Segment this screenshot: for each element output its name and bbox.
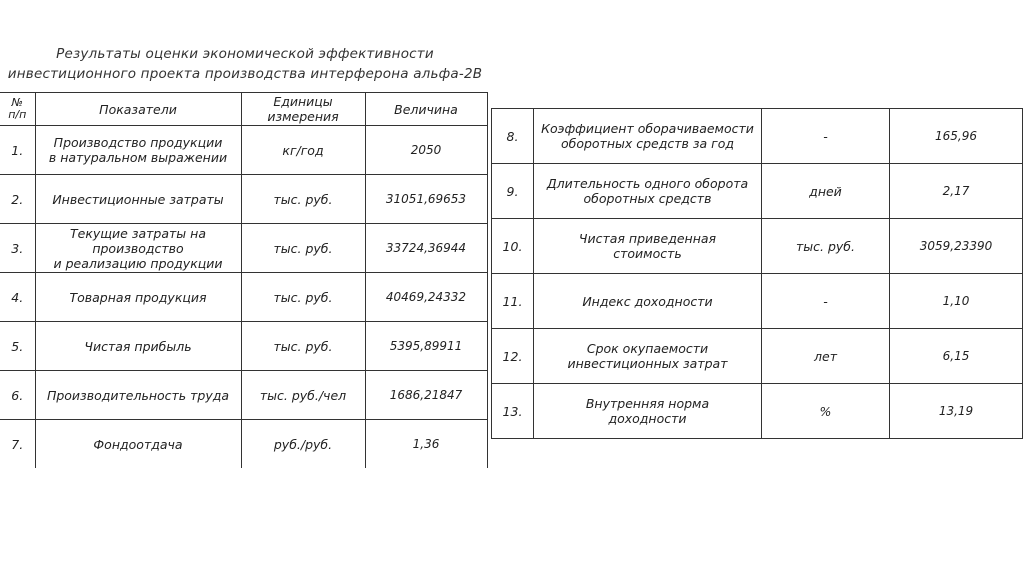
table-header-row — [0, 93, 487, 126]
row-indicator-line1: Чистая приведенная — [578, 231, 717, 246]
row-indicator-line1: Чистая прибыль — [84, 338, 192, 354]
row-value: 1,10 — [890, 274, 1023, 329]
row-num: 4. — [0, 273, 35, 322]
table-row — [0, 420, 487, 469]
row-unit: тыс. руб./чел — [241, 371, 365, 420]
row-indicator-line2: стоимость — [613, 246, 682, 261]
results-table-left — [0, 92, 488, 468]
row-indicator-line1: Текущие затраты на производство — [70, 225, 206, 256]
table-row — [492, 164, 1023, 219]
row-indicator-line2: в натуральном выражении — [48, 150, 228, 165]
row-indicator-line1: Производство продукции — [53, 135, 223, 150]
row-unit: - — [762, 109, 890, 164]
row-unit: кг/год — [241, 126, 365, 175]
row-num: 6. — [0, 371, 35, 420]
row-indicator-line1: Инвестиционные затраты — [52, 191, 224, 207]
row-indicator-line1: Товарная продукция — [69, 289, 207, 305]
row-value: 165,96 — [890, 109, 1023, 164]
results-table-right — [491, 108, 1023, 439]
table-row — [492, 274, 1023, 329]
row-indicator — [534, 274, 762, 329]
row-indicator — [35, 273, 241, 322]
row-indicator-line1: Коэффициент оборачиваемости — [541, 121, 754, 136]
row-value: 1,36 — [365, 420, 487, 469]
row-num: 12. — [492, 329, 534, 384]
row-value: 40469,24332 — [365, 273, 487, 322]
row-unit: тыс. руб. — [241, 322, 365, 371]
row-indicator — [35, 175, 241, 224]
table-row — [0, 224, 487, 273]
row-indicator-line2: инвестиционных затрат — [567, 356, 728, 371]
row-value: 1686,21847 — [365, 371, 487, 420]
row-indicator — [35, 420, 241, 469]
row-unit: тыс. руб. — [241, 224, 365, 273]
row-indicator — [534, 109, 762, 164]
row-num: 13. — [492, 384, 534, 439]
row-indicator — [534, 164, 762, 219]
row-num: 10. — [492, 219, 534, 274]
title-line-2: инвестиционного проекта производства интерферона альфа-2В — [7, 66, 483, 82]
row-indicator — [35, 126, 241, 175]
header-num-line2: п/п — [8, 108, 27, 121]
row-indicator-line1: Производительность труда — [46, 387, 230, 403]
row-indicator — [534, 219, 762, 274]
row-unit: % — [762, 384, 890, 439]
row-indicator — [534, 329, 762, 384]
row-indicator-line2: и реализацию продукции — [53, 255, 223, 271]
header-indicator: Показатели — [35, 93, 241, 126]
row-unit: руб./руб. — [241, 420, 365, 469]
row-num: 5. — [0, 322, 35, 371]
table-row — [0, 322, 487, 371]
row-unit: - — [762, 274, 890, 329]
row-num: 7. — [0, 420, 35, 469]
table-row — [0, 273, 487, 322]
row-num: 2. — [0, 175, 35, 224]
row-num: 9. — [492, 164, 534, 219]
document-title — [0, 44, 490, 84]
row-value: 3059,23390 — [890, 219, 1023, 274]
row-value: 13,19 — [890, 384, 1023, 439]
row-indicator-line2: доходности — [608, 411, 687, 426]
table-row — [492, 329, 1023, 384]
row-num: 3. — [0, 224, 35, 273]
row-indicator-line1: Фондоотдача — [93, 436, 183, 452]
row-value: 5395,89911 — [365, 322, 487, 371]
row-indicator — [534, 384, 762, 439]
row-unit: тыс. руб. — [762, 219, 890, 274]
row-indicator — [35, 322, 241, 371]
row-indicator-line1: Срок окупаемости — [586, 341, 709, 356]
row-indicator-line1: Внутренняя норма — [585, 396, 710, 411]
row-value: 2,17 — [890, 164, 1023, 219]
table-row — [0, 371, 487, 420]
row-value: 31051,69653 — [365, 175, 487, 224]
row-indicator-line1: Индекс доходности — [582, 293, 713, 309]
row-indicator-line2: оборотных средств — [583, 191, 712, 206]
row-indicator-line1: Длительность одного оборота — [546, 176, 749, 191]
header-num-line1: № — [11, 96, 23, 109]
row-unit: лет — [762, 329, 890, 384]
table-row — [0, 126, 487, 175]
header-num — [0, 93, 35, 126]
title-line-1: Результаты оценки экономической эффективности — [56, 46, 434, 62]
table-row — [492, 109, 1023, 164]
table-row — [0, 175, 487, 224]
table-row — [492, 384, 1023, 439]
row-unit: тыс. руб. — [241, 273, 365, 322]
row-value: 2050 — [365, 126, 487, 175]
table-row — [492, 219, 1023, 274]
row-unit: тыс. руб. — [241, 175, 365, 224]
row-num: 11. — [492, 274, 534, 329]
row-num: 8. — [492, 109, 534, 164]
row-value: 6,15 — [890, 329, 1023, 384]
header-unit: Единицы измерения — [241, 93, 365, 126]
row-indicator — [35, 371, 241, 420]
row-indicator — [35, 224, 241, 273]
row-num: 1. — [0, 126, 35, 175]
row-unit: дней — [762, 164, 890, 219]
header-value: Величина — [365, 93, 487, 126]
row-value: 33724,36944 — [365, 224, 487, 273]
row-indicator-line2: оборотных средств за год — [560, 136, 735, 151]
